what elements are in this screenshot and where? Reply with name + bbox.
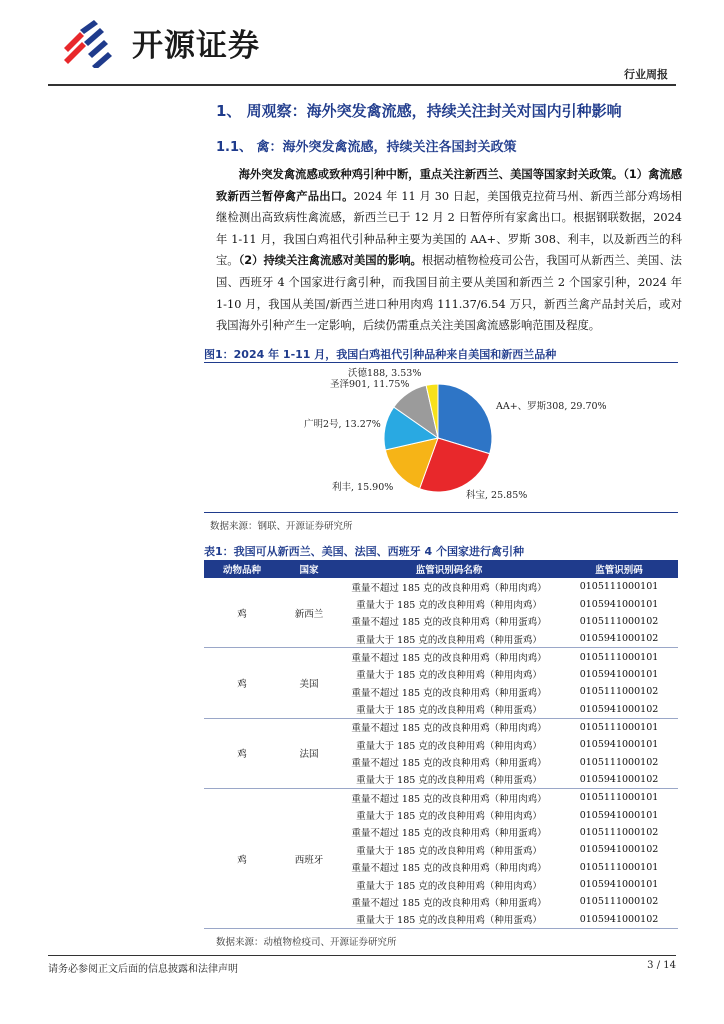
table-row [338, 595, 678, 612]
cell-code: 0105111000102 [579, 896, 659, 908]
table-body [204, 578, 678, 929]
point-2-text: 根据动植物检疫司公告，我国可从新西兰、美国、法国、西班牙 4 个国家进行禽引种，而我国目前主要从美国和新西兰 2 个国家引种，2024 年 1-10 月，我国从美国/新西兰进口种用肉鸡 111.37/6.54 万只，新西兰禽产品封关后，或对我国海外引种产生一定影响，后续仍需重点关注美国禽流感影响范围及程度。 [216, 254, 682, 333]
table-row [338, 771, 678, 788]
table-row [338, 753, 678, 770]
figure-title: 图1：2024 年 1-11 月，我国白鸡祖代引种品种来自美国和新西兰品种 [204, 348, 557, 361]
figure-source: 数据来源：钢联、开源证券研究所 [210, 521, 353, 532]
table-row [338, 859, 678, 876]
import-table [204, 560, 678, 929]
point-1-heading: （1）禽流感致新西兰暂停禽产品出口。 [216, 168, 682, 203]
cell-country: 美国 [299, 679, 319, 691]
footer-divider [48, 955, 676, 956]
cell-code-name: 重量大于 185 克的改良种用鸡（种用肉鸡） [356, 600, 542, 612]
brand-name: 开源证券 [132, 28, 260, 64]
table-row [338, 789, 678, 806]
cell-code-name: 重量不超过 185 克的改良种用鸡（种用肉鸡） [351, 863, 547, 875]
cell-code-name: 重量不超过 185 克的改良种用鸡（种用蛋鸡） [351, 897, 547, 909]
cell-code: 0105941000101 [579, 879, 659, 891]
table-row [338, 683, 678, 700]
pie-slice-label: 沃德188, 3.53% [348, 368, 422, 379]
cell-code-name: 重量大于 185 克的改良种用鸡（种用蛋鸡） [356, 915, 542, 927]
table-header [204, 560, 678, 578]
cell-code: 0105941000101 [579, 739, 659, 751]
table-row [338, 648, 678, 665]
table-row [338, 841, 678, 858]
figure-top-rule [204, 362, 678, 363]
cell-code: 0105111000102 [579, 615, 659, 627]
cell-animal: 鸡 [237, 854, 247, 866]
table-row [338, 666, 678, 683]
header-code-name: 监管识别码名称 [415, 565, 483, 576]
cell-code: 0105941000102 [579, 703, 659, 715]
cell-code: 0105941000101 [579, 809, 659, 821]
lead-sentence: 海外突发禽流感或致种鸡引种中断，重点关注新西兰、美国等国家封关政策。 [238, 168, 624, 181]
table-row [338, 806, 678, 823]
cell-code: 0105941000102 [579, 773, 659, 785]
cell-code: 0105111000101 [579, 861, 659, 873]
table-row [338, 824, 678, 841]
point-1-text: 2024 年 11 月 30 日起，美国俄克拉荷马州、新西兰部分鸡场相继检测出高致病性禽流感，新西兰已于 12 月 2 日暂停所有家禽出口。根据钢联数据，2024 年 1-11 月，我国白鸡祖代引种品种主要为美国的 AA+、罗斯 308、利丰，以及新西兰的科宝。 [216, 189, 682, 268]
table-row [338, 700, 678, 717]
cell-code: 0105111000101 [579, 721, 659, 733]
cell-code-name: 重量大于 185 克的改良种用鸡（种用肉鸡） [356, 670, 542, 682]
page-header [48, 0, 676, 84]
cell-country: 西班牙 [294, 854, 324, 866]
cell-code-name: 重量大于 185 克的改良种用鸡（种用蛋鸡） [356, 705, 542, 717]
cell-code-name: 重量大于 185 克的改良种用鸡（种用肉鸡） [356, 811, 542, 823]
cell-code: 0105111000102 [579, 826, 659, 838]
pie-chart [204, 364, 678, 512]
table-row [338, 719, 678, 736]
cell-code-name: 重量大于 185 克的改良种用鸡（种用肉鸡） [356, 740, 542, 752]
table-row [338, 911, 678, 928]
cell-code-name: 重量大于 185 克的改良种用鸡（种用蛋鸡） [356, 845, 542, 857]
cell-animal: 鸡 [237, 608, 247, 620]
point-2-heading: （2）持续关注禽流感对美国的影响。 [238, 254, 422, 268]
table-row [338, 893, 678, 910]
pie-slice-label: 利丰, 15.90% [332, 482, 394, 493]
pie-slice-label: 圣泽901, 11.75% [330, 379, 410, 390]
cell-code-name: 重量不超过 185 克的改良种用鸡（种用肉鸡） [351, 653, 547, 665]
cell-code: 0105111000102 [579, 756, 659, 768]
cell-country: 新西兰 [294, 608, 324, 620]
footer-disclaimer: 请务必参阅正文后面的信息披露和法律声明 [48, 964, 238, 975]
cell-code: 0105941000101 [579, 668, 659, 680]
pie-slice-label: 科宝, 25.85% [466, 490, 528, 501]
cell-animal: 鸡 [237, 679, 247, 691]
cell-code-name: 重量大于 185 克的改良种用鸡（种用蛋鸡） [356, 775, 542, 787]
table-row [338, 630, 678, 647]
cell-code: 0105941000101 [579, 598, 659, 610]
cell-code-name: 重量不超过 185 克的改良种用鸡（种用肉鸡） [351, 723, 547, 735]
table-row [338, 613, 678, 630]
cell-code-name: 重量不超过 185 克的改良种用鸡（种用蛋鸡） [351, 687, 547, 699]
subsection-heading: 1.1、 禽：海外突发禽流感，持续关注各国封关政策 [216, 140, 517, 155]
table-group [204, 648, 678, 718]
cell-code: 0105111000101 [579, 651, 659, 663]
cell-code-name: 重量不超过 185 克的改良种用鸡（种用肉鸡） [351, 582, 547, 594]
cell-code-name: 重量不超过 185 克的改良种用鸡（种用蛋鸡） [351, 617, 547, 629]
cell-country: 法国 [299, 749, 319, 761]
cell-code: 0105941000102 [579, 633, 659, 645]
page-number: 3 / 14 [647, 960, 676, 971]
header-animal: 动物品种 [222, 565, 261, 576]
cell-code: 0105941000102 [579, 913, 659, 925]
header-code: 监管识别码 [595, 565, 643, 576]
cell-code-name: 重量不超过 185 克的改良种用鸡（种用肉鸡） [351, 793, 547, 805]
report-type-label: 行业周报 [624, 68, 668, 81]
cell-code-name: 重量不超过 185 克的改良种用鸡（种用蛋鸡） [351, 828, 547, 840]
header-divider [48, 84, 676, 86]
cell-code-name: 重量大于 185 克的改良种用鸡（种用蛋鸡） [356, 634, 542, 646]
cell-code-name: 重量大于 185 克的改良种用鸡（种用肉鸡） [356, 880, 542, 892]
figure-bottom-rule [204, 512, 678, 513]
cell-code: 0105111000101 [579, 581, 659, 593]
header-country: 国家 [299, 565, 319, 576]
cell-code-name: 重量不超过 185 克的改良种用鸡（种用蛋鸡） [351, 758, 547, 770]
table-row [338, 736, 678, 753]
pie-slice-label: 广明2号, 13.27% [304, 419, 381, 430]
table-group [204, 719, 678, 789]
cell-code: 0105111000101 [579, 792, 659, 804]
table-group [204, 789, 678, 929]
section-heading: 1、 周观察：海外突发禽流感，持续关注封关对国内引种影响 [216, 102, 622, 120]
table-row [338, 876, 678, 893]
brand-logo-icon [60, 18, 120, 68]
table-source: 数据来源：动植物检疫司、开源证券研究所 [216, 937, 397, 948]
table-title: 表1：我国可从新西兰、美国、法国、西班牙 4 个国家进行禽引种 [204, 545, 524, 558]
pie-slice-label: AA+、罗斯308, 29.70% [496, 401, 607, 412]
table-row [338, 578, 678, 595]
cell-animal: 鸡 [237, 749, 247, 761]
body-paragraph [216, 164, 682, 337]
cell-code: 0105111000102 [579, 686, 659, 698]
cell-code: 0105941000102 [579, 844, 659, 856]
table-group [204, 578, 678, 648]
